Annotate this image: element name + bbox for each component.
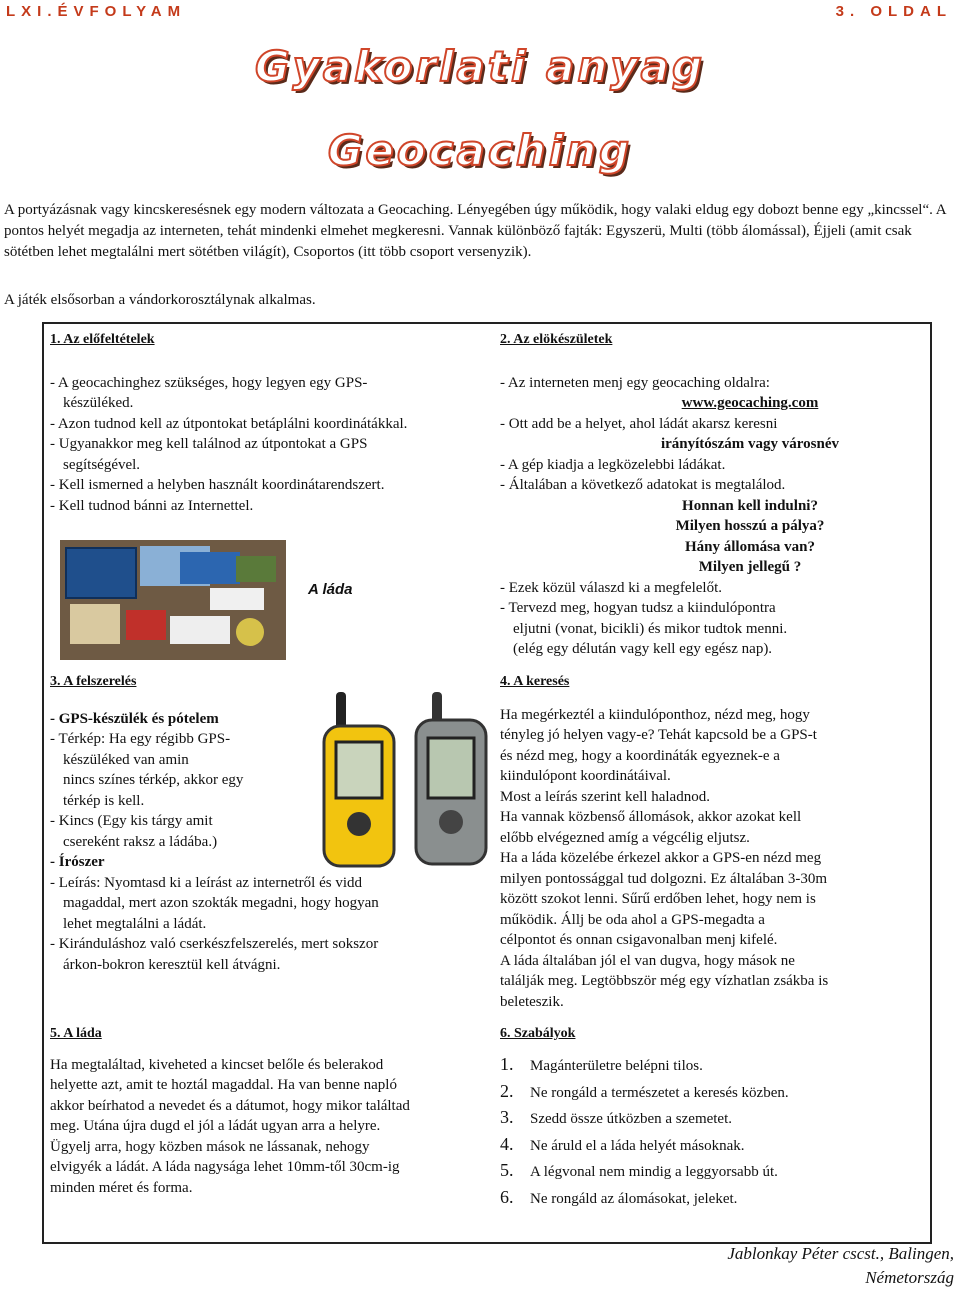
s2-line: - Az interneten menj egy geocaching oldalra: [500,374,770,391]
intro-note: A játék elsősorban a vándorkorosztálynak alkalmas. [4,292,316,308]
s5-line: elvigyék a ládát. A láda nagysága lehet 10mm-től 30cm-ig [50,1159,400,1175]
author-signature [727,1242,954,1290]
rule-item [500,1158,920,1185]
s3-line: csereként raksz a ládába.) [63,833,218,850]
s4-line: Ha a láda közelébe érkezel akkor a GPS-en nézd meg [500,850,822,866]
s2-line: irányítószám vagy városnév [660,436,840,452]
s5-line: minden méret és forma. [50,1179,193,1196]
title-line-2: Geocaching [327,126,633,175]
header-right: 3. OLDAL [835,3,952,20]
s4-line: kiindulópont koordinátáival. [500,768,671,784]
s1-line: segítségével. [63,456,141,473]
signature-line-2: Németország [865,1268,954,1287]
s1-line: - A geocachinghez szükséges, hogy legyen egy GPS- [50,374,368,391]
s4-line: Ha vannak közbenső állomások, akkor azokat kell [500,809,802,825]
rule-text: Magánterületre belépni tilos. [530,1058,703,1074]
s4-line: előbb elvégezned amíg a végcélig eljutsz. [500,829,750,846]
s2-line: - Ott add be a helyet, ahol ládát akarsz keresni [500,415,778,432]
s3-line: - Leírás: Nyomtasd ki a leírást az internetről és vidd [50,874,362,891]
section-2 [500,330,920,660]
s2-line: (elég egy délután vagy kell egy egész nap). [513,641,773,657]
s4-line: találják meg. Legtöbbször még egy vízhatlan zsákba is [500,973,829,989]
section-6-heading: 6. Szabályok [500,1026,576,1041]
s1-line: készüléked. [63,395,134,411]
s1-line: - Ugyanakkor meg kell találnod az útpontokat a GPS [50,436,368,452]
rule-number: 2. [500,1080,514,1101]
s2-question: Milyen hosszú a pálya? [675,518,825,534]
title-line-1: Gyakorlati anyag [254,42,706,91]
s3-line: - GPS-készülék és pótelem [50,710,219,727]
signature-line-1: Jablonkay Péter cscst., Balingen, [727,1244,954,1263]
rule-item [500,1052,920,1079]
s1-line: - Kell ismerned a helyben használt koordinátarendszert. [50,477,385,493]
rule-number: 1. [500,1054,514,1074]
s3-line: - Térkép: Ha egy régibb GPS- [50,731,231,747]
s2-line: - A gép kiadja a legközelebbi ládákat. [500,456,726,473]
s4-line: célpontot és onnan csigavonalban menj kifelé. [500,932,778,948]
rule-item [500,1105,920,1132]
s4-line: működik. Állj be oda ahol a GPS-megadta a [500,911,765,928]
s4-line: milyen pontossággal tud dolgozni. Ez általában 3-30m [500,870,828,887]
s4-line: és nézd meg, hogy a koordináták egyeznek-e a [500,747,780,764]
s3-line: térkép is kell. [63,792,145,809]
s3-line: - Kincs (Egy kis tárgy amit [50,813,213,829]
s3-line: készüléked van amin [63,751,189,768]
s2-question: Honnan kell indulni? [682,497,818,514]
s3-line: magaddal, mert azon szokták megadni, hogy hogyan [63,895,379,911]
section-6 [500,1024,920,1211]
s2-line: - Általában a következő adatokat is megtalálod. [500,477,786,493]
rule-item [500,1132,920,1159]
s1-line: - Azon tudnod kell az útpontokat betáplálni koordinátákkal. [50,415,408,432]
s4-line: között szokot lenni. Sűrű erdőben lehet, hogy nem is [500,891,816,907]
section-1 [50,330,490,516]
s5-line: meg. Utána újra dugd el jól a ládát ugyan arra a helyre. [50,1118,381,1134]
rule-number: 5. [500,1160,514,1180]
s2-question: Milyen jellegű ? [698,559,802,575]
s3-line: árkon-bokron keresztül kell átvágni. [63,956,281,973]
s1-line: - Kell tudnod bánni az Internettel. [50,497,254,514]
s3-line: lehet megtalálni a ládát. [63,915,207,932]
s5-line: helyette azt, amit te hoztál magaddal. Ha van benne napló [50,1077,397,1093]
section-1-heading: 1. Az előfeltételek [50,332,155,347]
s4-line: A láda általában jól el van dugva, hogy mások ne [500,952,795,969]
s4-line: tényleg jó helyen vagy-e? Tehát kapcsold be a GPS-t [500,727,817,743]
geocaching-link[interactable]: www.geocaching.com [681,395,819,411]
s3-line: - Írószer [50,854,105,870]
section-4 [500,672,920,1012]
rule-number: 3. [500,1107,514,1127]
section-4-heading: 4. A keresés [500,674,570,689]
section-2-heading: 2. Az elökészületek [500,332,613,347]
s2-question: Hány állomása van? [684,538,816,555]
rule-text: Szedd össze útközben a szemetet. [530,1111,733,1127]
rule-text: A légvonal nem mindig a leggyorsabb út. [530,1164,778,1180]
s4-line: Most a leírás szerint kell haladnod. [500,788,710,805]
rule-number: 6. [500,1186,514,1207]
rule-number: 4. [500,1133,514,1154]
rule-item [500,1185,920,1212]
intro-paragraph: A portyázásnak vagy kincskeresésnek egy modern változata a Geocaching. Lényegében úgy működik, hogy valaki eldug egy dobozt benne egy „kincssel“. A pontos helyét megadja az interneten, tehát mindenki elmehet megkeresni. Vannak különböző fajták: Egyszerü, Multi (több álomással), Éjjeli (amit csak sötétben lehet megtalálni mert sötétben világít), Csoportos (itt több csoport versenyzik). [4,202,946,260]
photo-caption: A láda [308,581,353,598]
rule-item [500,1079,920,1106]
section-3-heading: 3. A felszerelés [50,674,137,689]
s2-line: - Tervezd meg, hogyan tudsz a kiindulópontra [500,600,776,616]
s4-line: Ha megérkeztél a kiindulóponthoz, nézd meg, hogy [500,706,810,723]
rule-text: Ne rongáld az álomásokat, jeleket. [530,1190,738,1207]
section-5 [50,1024,490,1198]
section-5-heading: 5. A láda [50,1026,102,1041]
s2-line: - Ezek közül válaszd ki a megfelelőt. [500,579,722,596]
s5-line: Ügyelj arra, hogy közben mások ne lássanak, nehogy [50,1138,370,1155]
s5-line: Ha megtaláltad, kiveheted a kincset belőle és belerakod [50,1056,384,1073]
s3-line: nincs színes térkép, akkor egy [63,772,244,788]
rule-text: Ne áruld el a láda helyét másoknak. [530,1137,745,1154]
header-left: LXI.ÉVFOLYAM [6,3,187,20]
cache-box-photo [60,540,286,660]
s3-line: - Kiránduláshoz való cserkészfelszerelés, mert sokszor [50,936,379,952]
gps-devices-photo [300,690,490,874]
s2-line: eljutni (vonat, bicikli) és mikor tudtok menni. [513,620,788,637]
rule-text: Ne rongáld a természetet a keresés közben. [530,1084,789,1101]
s4-line: beleteszik. [500,993,564,1010]
s5-line: akkor beírhatod a nevedet és a dátumot, hogy mikor találtad [50,1097,410,1114]
